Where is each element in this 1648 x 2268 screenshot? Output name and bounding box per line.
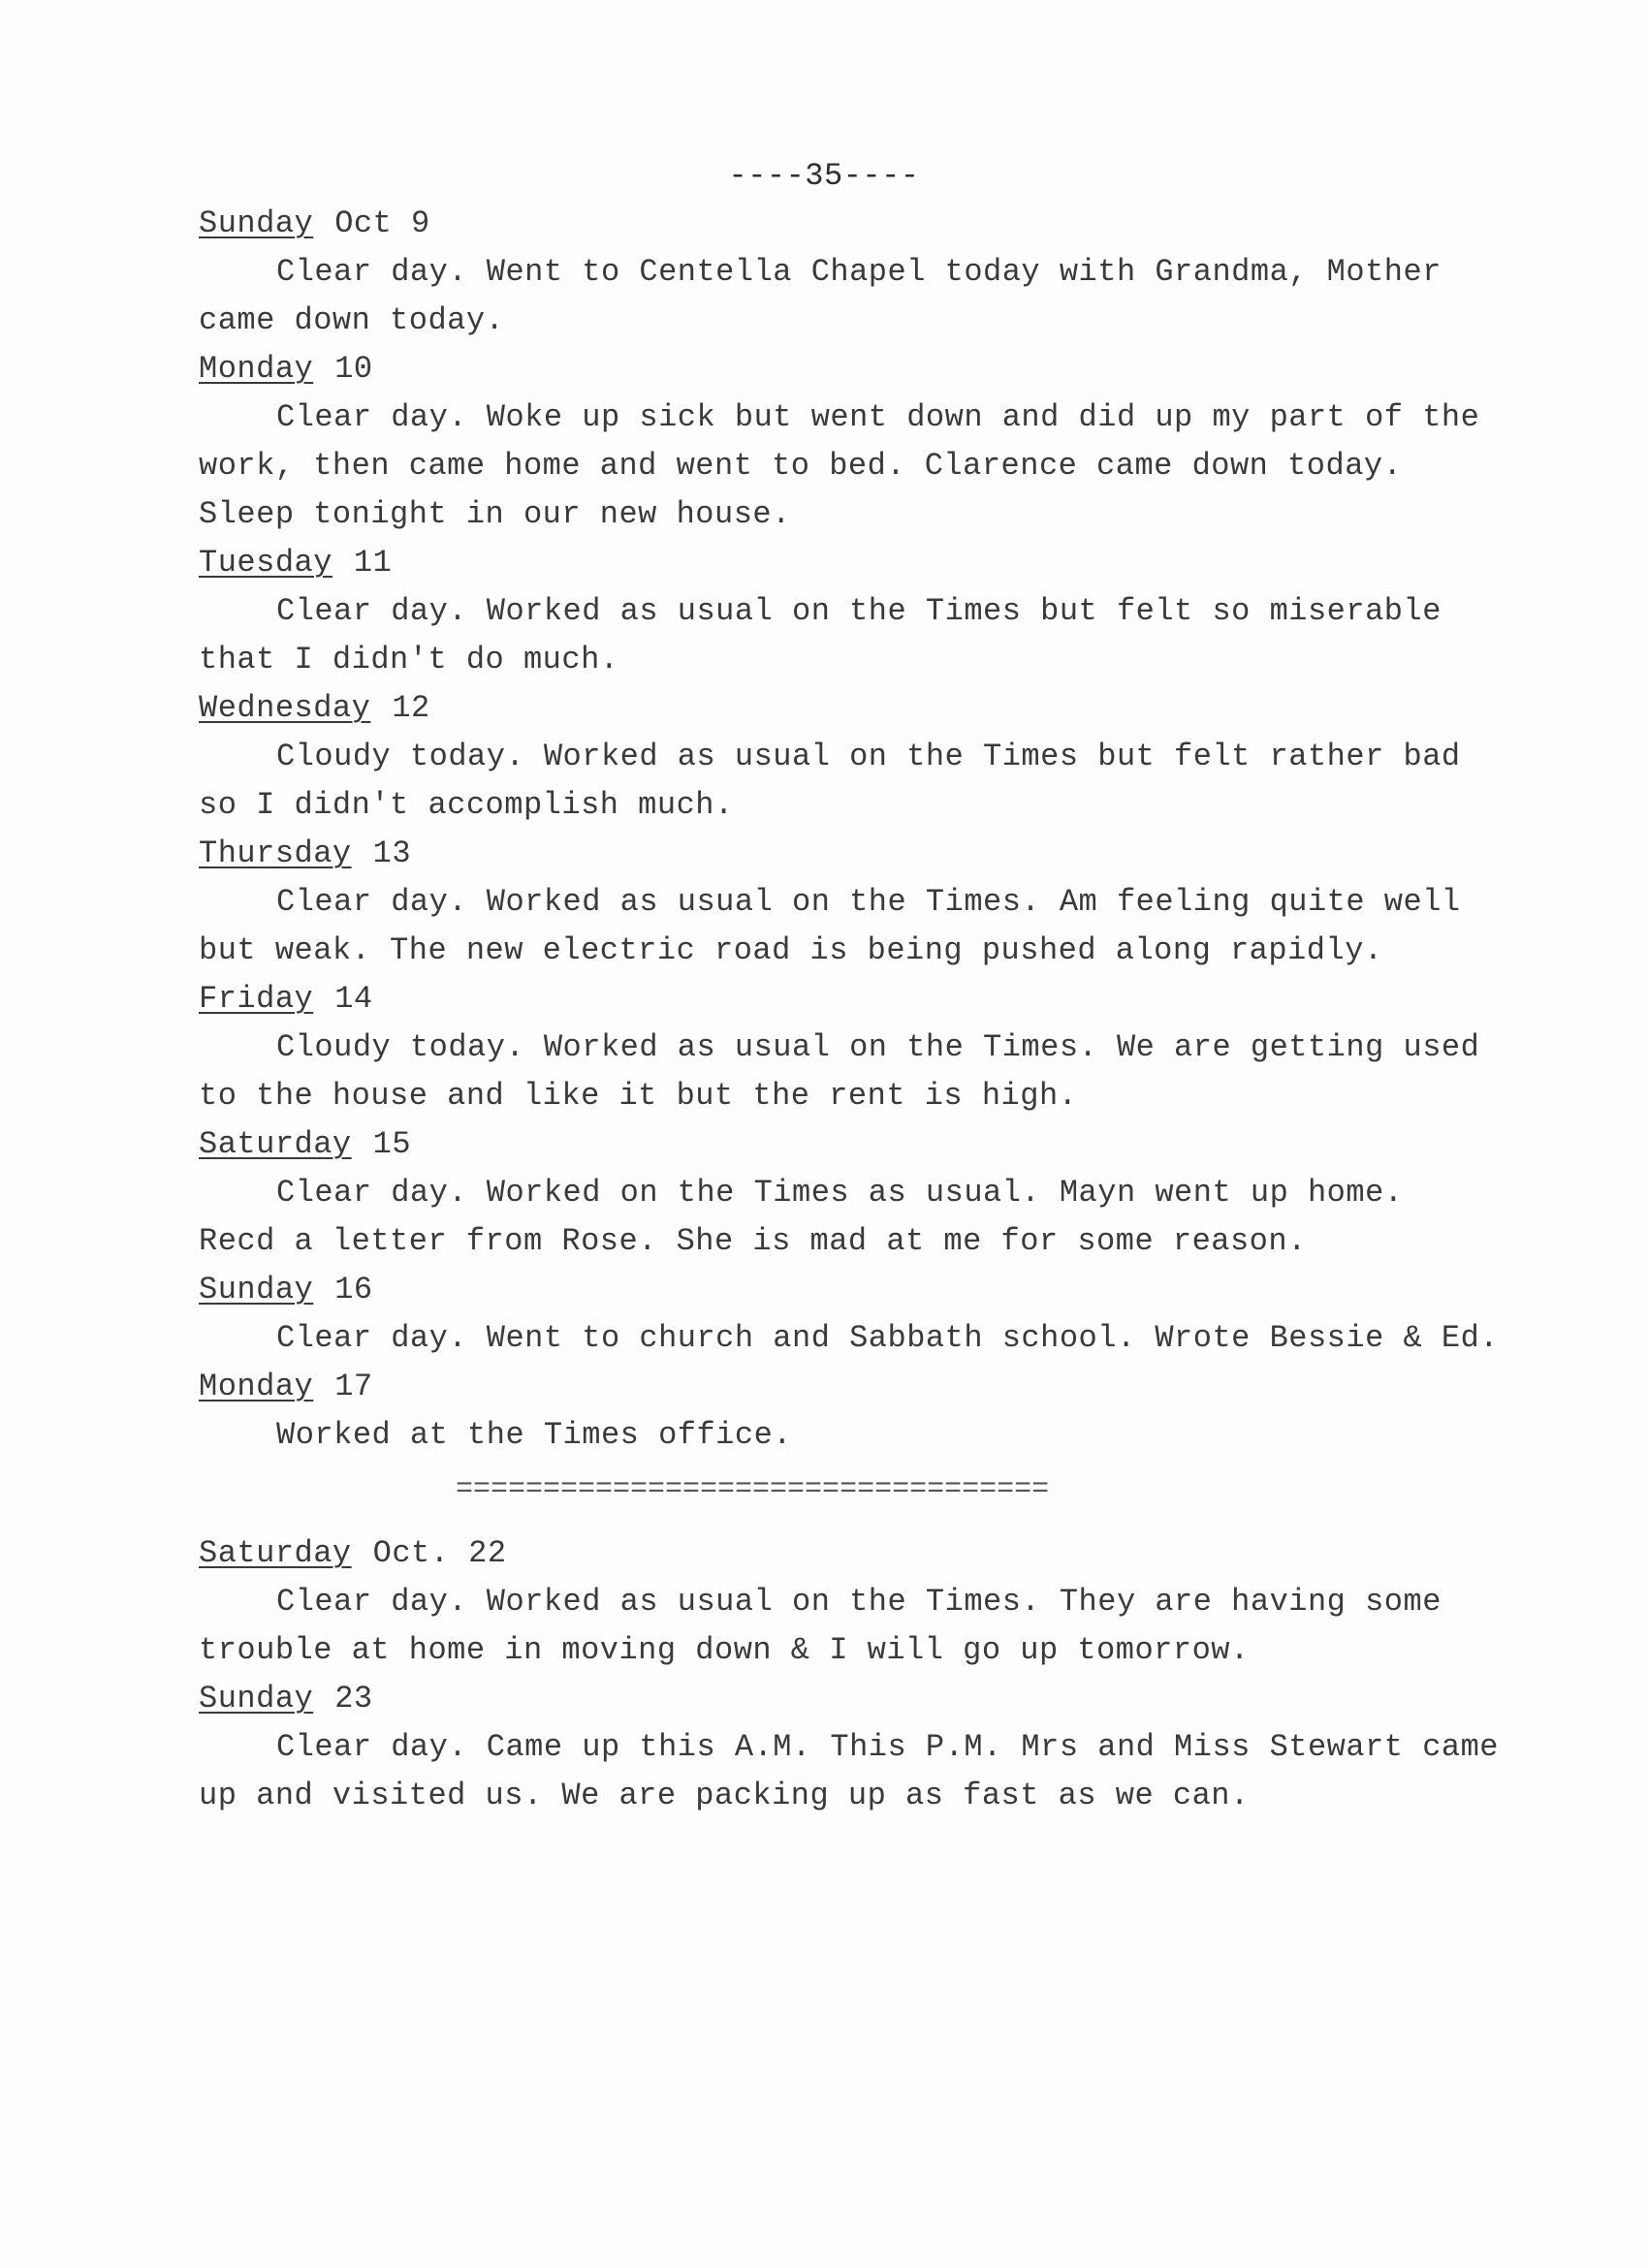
diary-entry [199,200,1537,345]
entry-text-line: so I didn't accomplish much. [199,787,734,823]
diary-entries-bottom [199,1529,1537,1820]
entry-heading [199,684,1537,733]
entry-day: Monday [199,1369,314,1404]
entry-text-line: Recd a letter from Rose. She is mad at me for some reason. [199,1223,1307,1259]
entry-text-line: work, then came home and went to bed. Clarence came down today. [199,448,1403,484]
entry-date: 23 [334,1681,373,1717]
diary-entry [199,1675,1537,1820]
entry-heading [199,1529,1537,1578]
entry-text-line: Clear day. Worked as usual on the Times. They are having some [276,1584,1442,1620]
entry-date: 12 [392,690,430,726]
entry-heading [199,345,1537,394]
entry-date: 11 [353,545,393,581]
entry-text-line: Cloudy today. Worked as usual on the Times but felt rather bad [276,739,1461,774]
entry-text-line: Clear day. Came up this A.M. This P.M. Mrs and Miss Stewart came [276,1729,1499,1765]
entry-heading [199,1266,1537,1314]
entry-text-line: Clear day. Worked as usual on the Times. Am feeling quite well [276,884,1461,920]
section-separator: ================================== [456,1475,1050,1504]
entry-text-line: trouble at home in moving down & I will go up tomorrow. [199,1632,1250,1668]
entry-day: Sunday [199,205,314,241]
diary-entry [199,345,1537,539]
entry-heading [199,1675,1537,1723]
entry-day: Monday [199,351,314,387]
diary-entry [199,539,1537,684]
entry-date: Oct. 22 [372,1535,507,1571]
entry-text-line: came down today. [199,302,505,338]
entry-date: 13 [372,835,412,871]
entry-heading [199,830,1537,878]
entry-text-line: Clear day. Went to Centella Chapel today with Grandma, Mother [276,254,1442,290]
entry-text-line: Worked at the Times office. [276,1417,792,1453]
entry-text-line: Clear day. Woke up sick but went down and did up my part of the [276,399,1480,435]
entry-day: Saturday [199,1535,352,1571]
diary-entry [199,1363,1537,1460]
entry-heading [199,1120,1537,1169]
entry-date: 14 [334,981,373,1017]
entry-day: Friday [199,981,314,1017]
page-number: ----35---- [728,158,920,194]
entry-text-line: Clear day. Worked as usual on the Times but felt so miserable [276,593,1442,629]
diary-entry [199,1120,1537,1266]
entry-text-line: but weak. The new electric road is being pushed along rapidly. [199,932,1383,968]
entry-text-line: to the house and like it but the rent is high. [199,1078,1078,1114]
entry-text-line: that I didn't do much. [199,642,619,677]
entry-day: Thursday [199,835,352,871]
entry-date: Oct 9 [334,205,430,241]
entry-date: 15 [372,1126,412,1162]
entry-heading [199,539,1537,587]
entry-text-line: Clear day. Worked on the Times as usual. Mayn went up home. [276,1175,1404,1211]
diary-entry [199,1529,1537,1675]
entry-heading [199,1363,1537,1411]
entry-date: 10 [334,351,373,387]
entry-heading [199,975,1537,1024]
entry-text-line: up and visited us. We are packing up as fast as we can. [199,1778,1250,1813]
diary-entries-top [199,200,1537,1460]
entry-day: Tuesday [199,545,333,581]
entry-heading [199,200,1537,248]
entry-text-line: Sleep tonight in our new house. [199,496,791,532]
entry-day: Sunday [199,1681,314,1717]
entry-day: Saturday [199,1126,352,1162]
entry-date: 16 [334,1272,373,1307]
entry-day: Wednesday [199,690,371,726]
diary-entry [199,975,1537,1120]
diary-entry [199,830,1537,975]
entry-text-line: Cloudy today. Worked as usual on the Times. We are getting used [276,1029,1480,1065]
diary-entry [199,1266,1537,1363]
entry-text-line: Clear day. Went to church and Sabbath school. Wrote Bessie & Ed. [276,1320,1499,1356]
entry-day: Sunday [199,1272,314,1307]
entry-date: 17 [334,1369,373,1404]
diary-entry [199,684,1537,830]
